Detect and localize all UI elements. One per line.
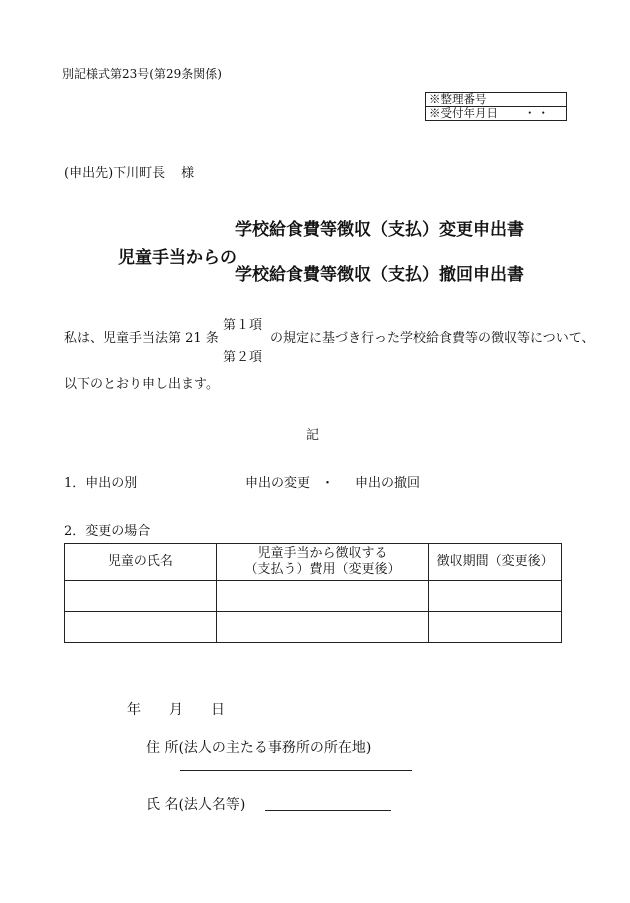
header-fee-line1: 児童手当から徴収する [257, 546, 388, 561]
period-cell[interactable] [429, 581, 562, 612]
child-name-cell[interactable] [65, 612, 217, 643]
paragraph-1-option: 第１項 [223, 318, 263, 333]
addressee-honorific: 様 [181, 166, 195, 181]
change-table-header [65, 544, 562, 581]
change-table [64, 543, 562, 643]
form-number: 別記様式第23号(第29条関係) [62, 67, 222, 81]
body-text-part1: 私は、児童手当法第 21 条 [64, 331, 219, 346]
title-option-withdraw: 学校給食費等徴収（支払）撤回申出書 [235, 265, 524, 285]
fee-cell[interactable] [216, 612, 429, 643]
section2-label: 2．変更の場合 [64, 524, 151, 539]
paragraph-2-option: 第２項 [223, 350, 263, 365]
option-separator: ・ [321, 476, 335, 491]
request-change-option[interactable]: 申出の変更 [245, 476, 311, 491]
month-label: 月 [169, 702, 183, 718]
title-prefix: 児童手当からの [118, 248, 237, 268]
addressee [64, 162, 194, 181]
title-option-change: 学校給食費等徴収（支払）変更申出書 [235, 220, 524, 240]
child-name-cell[interactable] [65, 581, 217, 612]
received-date-dots: ・・ [524, 106, 551, 120]
table-row [65, 612, 562, 643]
header-child-name: 児童の氏名 [65, 544, 217, 581]
body-text-part3: 以下のとおり申し出ます。 [64, 377, 219, 392]
name-label: 氏 名(法人名等) [146, 797, 246, 813]
fee-cell[interactable] [216, 581, 429, 612]
ki-heading: 記 [306, 428, 320, 443]
addressee-recipient: (申出先)下川町長 [64, 166, 166, 181]
request-withdraw-option[interactable]: 申出の撤回 [355, 476, 421, 491]
admin-box [425, 92, 567, 121]
period-cell[interactable] [429, 612, 562, 643]
received-date-label: ※受付年月日 [429, 106, 498, 120]
address-field[interactable] [180, 770, 412, 771]
reference-number-label: ※整理番号 [426, 93, 567, 107]
section1-label: 1．申出の別 [64, 476, 138, 491]
header-period: 徴収期間（変更後） [429, 544, 562, 581]
body-text-part2: の規定に基づき行った学校給食費等の徴収等について、 [270, 331, 595, 346]
table-row [65, 581, 562, 612]
header-fee [216, 544, 429, 581]
address-label: 住 所(法人の主たる事務所の所在地) [146, 740, 372, 756]
name-field[interactable] [265, 810, 391, 811]
day-label: 日 [211, 702, 225, 718]
received-date-cell [426, 107, 567, 121]
year-label: 年 [127, 702, 141, 718]
header-fee-line2: （支払う）費用（変更後） [244, 562, 401, 577]
date-line [127, 699, 253, 719]
